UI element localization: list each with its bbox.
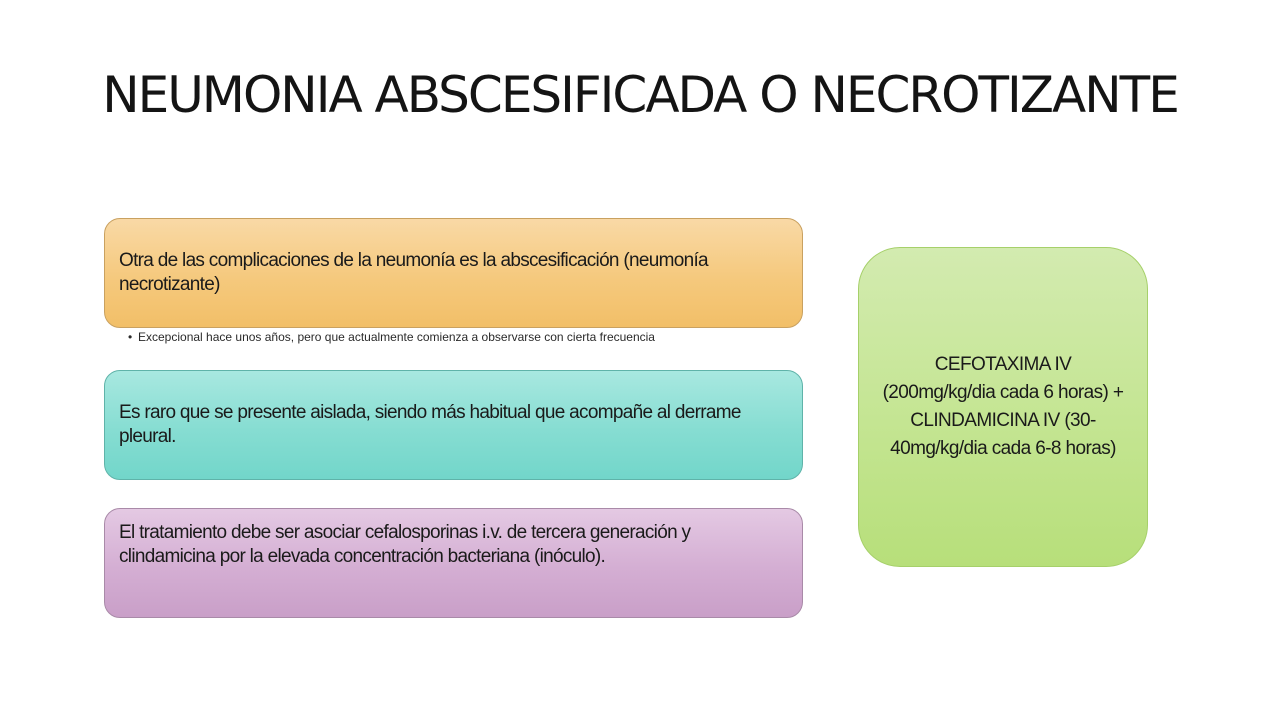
sub-bullet bbox=[128, 330, 768, 344]
treatment-dose-text: CEFOTAXIMA IV (200mg/kg/dia cada 6 horas) + CLINDAMICINA IV (30-40mg/kg/dia cada 6-8 horas) bbox=[882, 354, 1124, 459]
pleural-effusion-text: Es raro que se presente aislada, siendo más habitual que acompañe al derrame pleural. bbox=[119, 402, 741, 447]
bullet-marker: • bbox=[128, 330, 133, 344]
sub-bullet-text: Excepcional hace unos años, pero que actualmente comienza a observarse con cierta frecuencia bbox=[138, 330, 655, 344]
slide-title: NEUMONIA ABSCESIFICADA O NECROTIZANTE bbox=[102, 66, 1178, 124]
complication-box bbox=[104, 218, 803, 328]
treatment-description-box bbox=[104, 508, 803, 618]
complication-text: Otra de las complicaciones de la neumonía es la abscesificación (neumonía necrotizante) bbox=[119, 250, 708, 295]
treatment-description-text: El tratamiento debe ser asociar cefalosporinas i.v. de tercera generación y clindamicina por la elevada concentración bacteriana (inóculo). bbox=[119, 522, 691, 567]
pleural-effusion-box bbox=[104, 370, 803, 480]
treatment-dose-box bbox=[858, 247, 1148, 567]
